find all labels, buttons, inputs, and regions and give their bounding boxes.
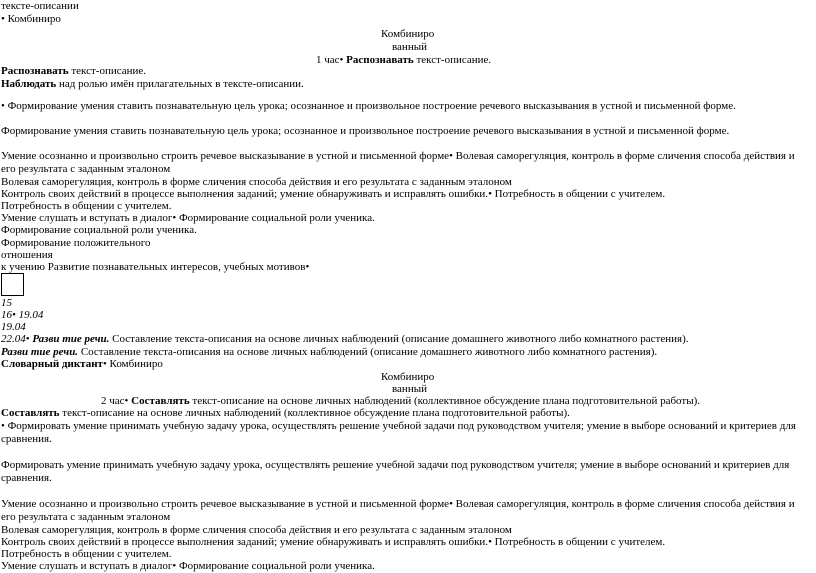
text-line: Умение слушать и вступать в диалог• Формирование социальной роли ученика.: [1, 212, 375, 224]
text-line: Умение слушать и вступать в диалог• Формирование социальной роли ученика.: [1, 560, 375, 572]
text-line: Волевая саморегуляция, контроль в форме сличения способа действия и его результата с заданным эталоном: [1, 524, 512, 536]
text-paragraph: Умение осознанно и произвольно строить речевое высказывание в устной и письменной форме• Волевая саморегуляция, контроль в форме сличения способа действия и его результата с заданным эталоном: [1, 498, 795, 523]
lesson-number: 15: [1, 297, 12, 309]
text-line: • Комбиниро: [1, 13, 61, 25]
text-line: Потребность в общении с учителем.: [1, 200, 172, 212]
bullet: •: [172, 560, 177, 572]
empty-cell-box: [1, 273, 24, 296]
text-line: к учению Развитие познавательных интересов, учебных мотивов•: [1, 261, 310, 273]
text-line: тексте-описании: [1, 0, 79, 12]
bullet: •: [449, 150, 453, 162]
bullet: •: [12, 309, 16, 321]
centered-line: 2 час• Составлять текст-описание на основе личных наблюдений (коллективное обсуждение плана подготовительной работы).: [101, 395, 701, 407]
text-line: Разви тие речи. Составление текста-описания на основе личных наблюдений (описание домашнего животного либо комнатного растения).: [1, 346, 658, 358]
text-paragraph: Формировать умение принимать учебную задачу урока, осуществлять решение учебной задачи под руководством учителя; умение в выборе оснований и критериев для сравнения.: [1, 459, 790, 484]
bullet: •: [102, 358, 107, 370]
bullet: •: [1, 420, 5, 432]
text-line: Формирование умения ставить познавательную цель урока; осознанное и произвольное построение речевого высказывания в устной и письменной форме.: [1, 125, 730, 137]
text-line: Формирование социальной роли ученика.: [1, 224, 197, 236]
lesson-date: 16• 19.04: [1, 309, 44, 321]
text-line: Составлять текст-описание на основе личных наблюдений (коллективное обсуждение плана подготовительной работы).: [1, 407, 570, 419]
text-line: Волевая саморегуляция, контроль в форме сличения способа действия и его результата с заданным эталоном: [1, 176, 512, 188]
text-line: отношения: [1, 249, 53, 261]
text-paragraph: • Формировать умение принимать учебную задачу урока, осуществлять решение учебной задачи под руководством учителя; умение в выборе оснований и критериев для сравнения.: [1, 420, 796, 445]
lesson-date: 19.04: [1, 321, 26, 333]
text-paragraph: Умение осознанно и произвольно строить речевое высказывание в устной и письменной форме• Волевая саморегуляция, контроль в форме сличения способа действия и его результата с заданным эталоном: [1, 150, 795, 175]
text-line: 22.04• Разви тие речи. Составление текста-описания на основе личных наблюдений (описание домашнего животного либо комнатного растения).: [1, 333, 689, 345]
centered-line: Комбиниро: [381, 371, 435, 383]
centered-line: 1 час• Распознавать текст-описание.: [316, 54, 492, 66]
text-line: Формирование положительного: [1, 237, 151, 249]
bullet: •: [124, 395, 129, 407]
bullet: •: [449, 498, 453, 510]
text-line: Распознавать текст-описание.: [1, 65, 147, 77]
bullet: •: [1, 13, 5, 25]
text-line: Наблюдать над ролью имён прилагательных в тексте-описании.: [1, 78, 304, 90]
centered-line: ванный: [392, 383, 427, 395]
bullet: •: [172, 212, 177, 224]
bullet: •: [25, 333, 30, 345]
bullet: •: [339, 54, 344, 66]
bullet: •: [488, 536, 492, 548]
centered-line: Комбиниро: [381, 28, 435, 40]
text-line: Контроль своих действий в процессе выполнения заданий; умение обнаруживать и исправлять ошибки.• Потребность в общении с учителем.: [1, 536, 666, 548]
bullet: •: [1, 100, 5, 112]
bullet: •: [305, 261, 310, 273]
text-line: Потребность в общении с учителем.: [1, 548, 172, 560]
bullet: •: [488, 188, 492, 200]
text-line: Контроль своих действий в процессе выполнения заданий; умение обнаруживать и исправлять ошибки.• Потребность в общении с учителем.: [1, 188, 666, 200]
centered-line: ванный: [392, 41, 427, 53]
text-line: • Формирование умения ставить познавательную цель урока; осознанное и произвольное построение речевого высказывания в устной и письменной форме.: [1, 100, 736, 112]
text-line: Словарный диктант• Комбиниро: [1, 358, 163, 370]
